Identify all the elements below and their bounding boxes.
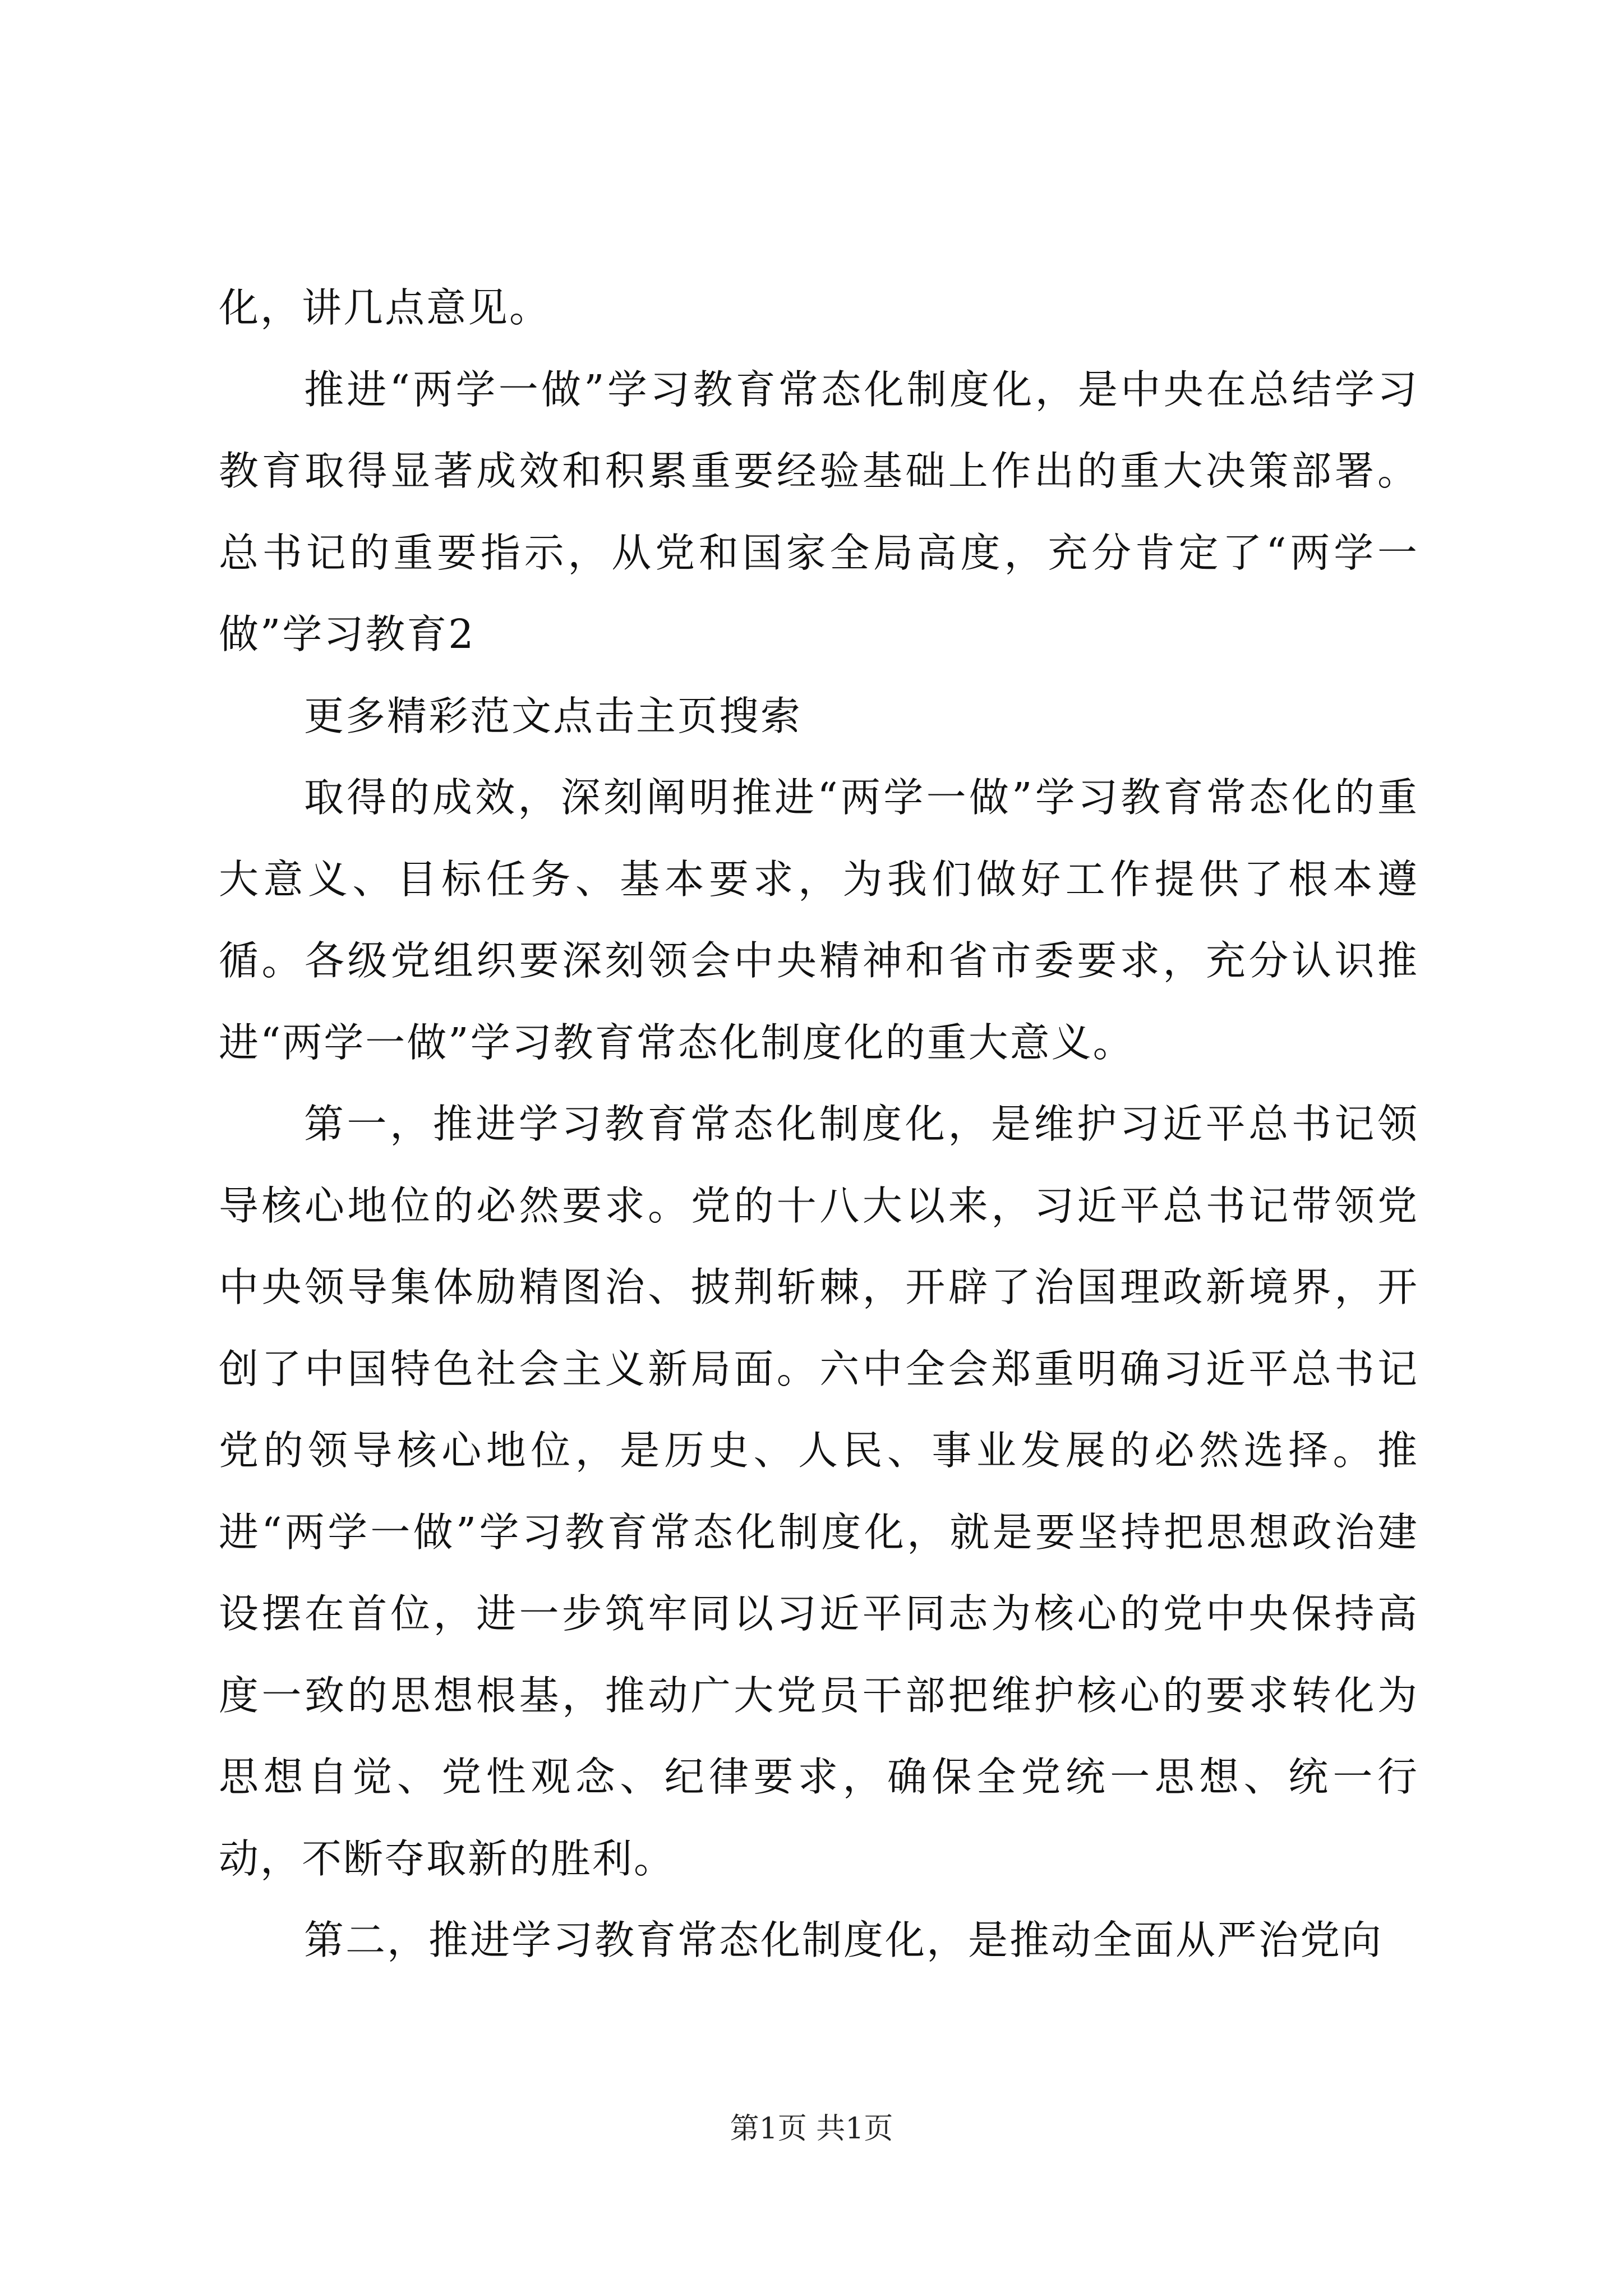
paragraph-6: 第二，推进学习教育常态化制度化，是推动全面从严治党向 xyxy=(304,1917,1384,1963)
page-footer: 第1页 共1页 xyxy=(730,2112,893,2146)
paragraph-1: 化，讲几点意见。 xyxy=(219,284,551,331)
paragraph-3: 更多精彩范文点击主页搜索 xyxy=(304,692,803,739)
paragraph-2: 推进“两学一做”学习教育常态化制度化，是中央在总结学习教育取得显著成效和积累重要经验基础上作出的重大决策部署。总书记的重要指示，从党和国家全局高度，充分肯定了“两学一做”学习教育2 xyxy=(219,366,1419,657)
paragraph-4: 取得的成效，深刻阐明推进“两学一做”学习教育常态化的重大意义、目标任务、基本要求，为我们做好工作提供了根本遵循。各级党组织要深刻领会中央精神和省市委要求，充分认识推进“两学一做”学习教育常态化制度化的重大意义。 xyxy=(219,774,1419,1066)
document-body xyxy=(219,267,1419,1981)
paragraph-5: 第一，推进学习教育常态化制度化，是维护习近平总书记领导核心地位的必然要求。党的十八大以来，习近平总书记带领党中央领导集体励精图治、披荆斩棘，开辟了治国理政新境界，开创了中国特色社会主义新局面。六中全会郑重明确习近平总书记党的领导核心地位，是历史、人民、事业发展的必然选择。推进“两学一做”学习教育常态化制度化，就是要坚持把思想政治建设摆在首位，进一步筑牢同以习近平同志为核心的党中央保持高度一致的思想根基，推动广大党员干部把维护核心的要求转化为思想自觉、党性观念、纪律要求，确保全党统一思想、统一行动，不断夺取新的胜利。 xyxy=(219,1101,1419,1882)
